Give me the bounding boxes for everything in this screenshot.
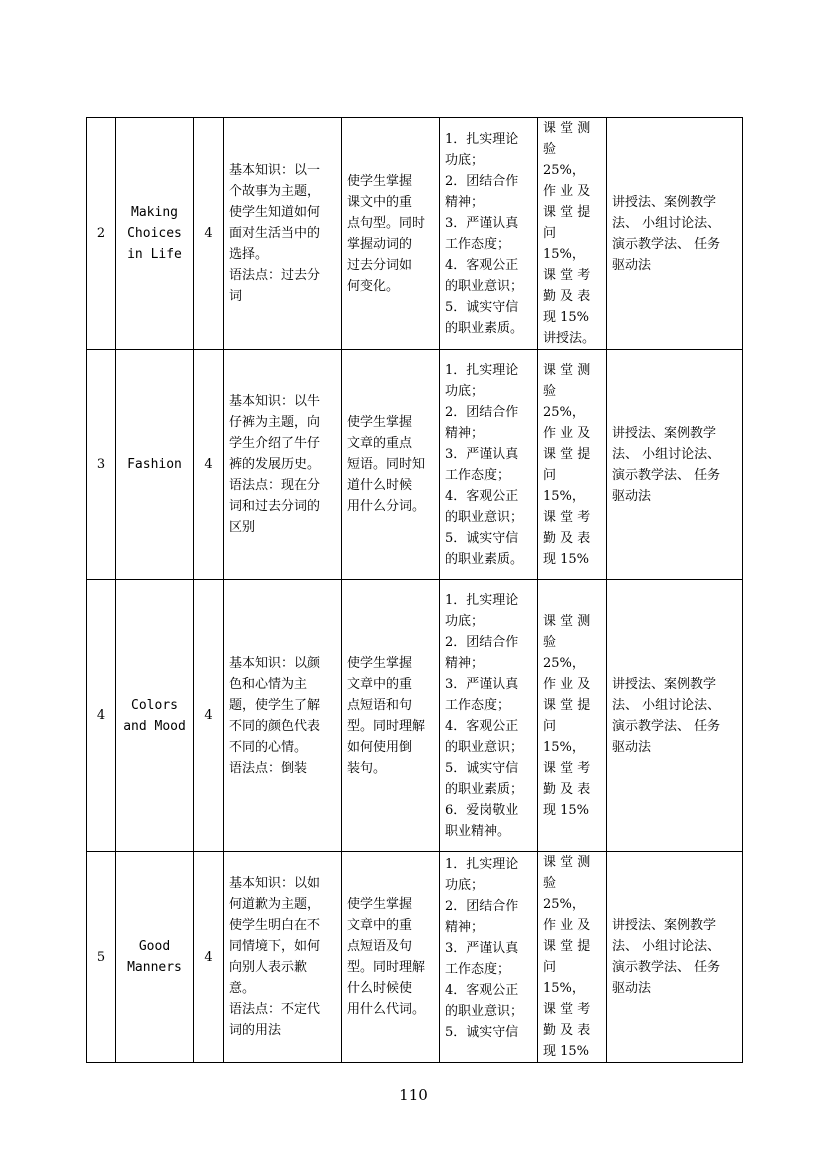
- unit-goals: 使学生掌握 文章的重点 短语。同时知 道什么时候 用什么分词。: [342, 350, 440, 580]
- unit-content: 基本知识：以一 个故事为主题， 使学生知道如何 面对生活当中的 选择。 语法点：过去分 词: [224, 118, 342, 350]
- unit-goals: 使学生掌握 课文中的重 点句型。同时 掌握动词的 过去分词如 何变化。: [342, 118, 440, 350]
- unit-assessment: 课 堂 测 验 25%， 作 业 及 课 堂 提 问 15%， 课 堂 考 勤 及 表 现 15%: [538, 350, 607, 580]
- unit-title: Fashion: [116, 350, 194, 580]
- unit-assessment: 课 堂 测 验 25%， 作 业 及 课 堂 提 问 15%， 课 堂 考 勤 及 表 现 15%: [538, 852, 607, 1063]
- row-number: 4: [87, 580, 116, 852]
- table-row: [87, 852, 743, 1063]
- unit-qualities: 1．扎实理论 功底； 2．团结合作 精神； 3．严谨认真 工作态度； 4．客观公正 的职业意识； 5．诚实守信 的职业素质。: [440, 350, 538, 580]
- row-number: 2: [87, 118, 116, 350]
- unit-hours: 4: [194, 350, 224, 580]
- unit-title: Colors and Mood: [116, 580, 194, 852]
- unit-qualities: 1．扎实理论 功底； 2．团结合作 精神； 3．严谨认真 工作态度； 4．客观公正 的职业意识； 5．诚实守信 的职业素质。: [440, 118, 538, 350]
- unit-methods: 讲授法、案例教学 法、 小组讨论法、 演示教学法、 任务 驱动法: [607, 580, 743, 852]
- unit-hours: 4: [194, 852, 224, 1063]
- unit-methods: 讲授法、案例教学 法、 小组讨论法、 演示教学法、 任务 驱动法: [607, 350, 743, 580]
- unit-content: 基本知识：以牛 仔裤为主题，向 学生介绍了牛仔 裤的发展历史。 语法点：现在分 词和过去分词的 区别: [224, 350, 342, 580]
- unit-assessment: 课 堂 测 验 25%， 作 业 及 课 堂 提 问 15%， 课 堂 考 勤 及 表 现 15%: [538, 580, 607, 852]
- unit-content: 基本知识：以如 何道歉为主题， 使学生明白在不 同情境下，如何 向别人表示歉 意。 语法点：不定代 词的用法: [224, 852, 342, 1063]
- unit-goals: 使学生掌握 文章中的重 点短语及句 型。同时理解 什么时候使 用什么代词。: [342, 852, 440, 1063]
- unit-goals: 使学生掌握 文章中的重 点短语和句 型。同时理解 如何使用倒 装句。: [342, 580, 440, 852]
- table-row: [87, 580, 743, 852]
- unit-qualities: 1．扎实理论 功底； 2．团结合作 精神； 3．严谨认真 工作态度； 4．客观公正 的职业意识； 5．诚实守信 的职业素质； 6．爱岗敬业 职业精神。: [440, 580, 538, 852]
- unit-content: 基本知识：以颜 色和心情为主 题，使学生了解 不同的颜色代表 不同的心情。 语法点：倒装: [224, 580, 342, 852]
- unit-methods: 讲授法、案例教学 法、 小组讨论法、 演示教学法、 任务 驱动法: [607, 118, 743, 350]
- row-number: 3: [87, 350, 116, 580]
- unit-hours: 4: [194, 118, 224, 350]
- table-row: [87, 350, 743, 580]
- course-table: [86, 117, 743, 1063]
- table-row: [87, 118, 743, 350]
- unit-hours: 4: [194, 580, 224, 852]
- page-number: 110: [399, 1086, 428, 1104]
- unit-assessment: 课 堂 测 验 25%， 作 业 及 课 堂 提 问 15%， 课 堂 考 勤 及 表 现 15% 讲授法。: [538, 118, 607, 350]
- unit-qualities: 1．扎实理论 功底； 2．团结合作 精神； 3．严谨认真 工作态度； 4．客观公正 的职业意识； 5．诚实守信: [440, 852, 538, 1063]
- unit-title: Good Manners: [116, 852, 194, 1063]
- unit-title: Making Choices in Life: [116, 118, 194, 350]
- row-number: 5: [87, 852, 116, 1063]
- unit-methods: 讲授法、案例教学 法、 小组讨论法、 演示教学法、 任务 驱动法: [607, 852, 743, 1063]
